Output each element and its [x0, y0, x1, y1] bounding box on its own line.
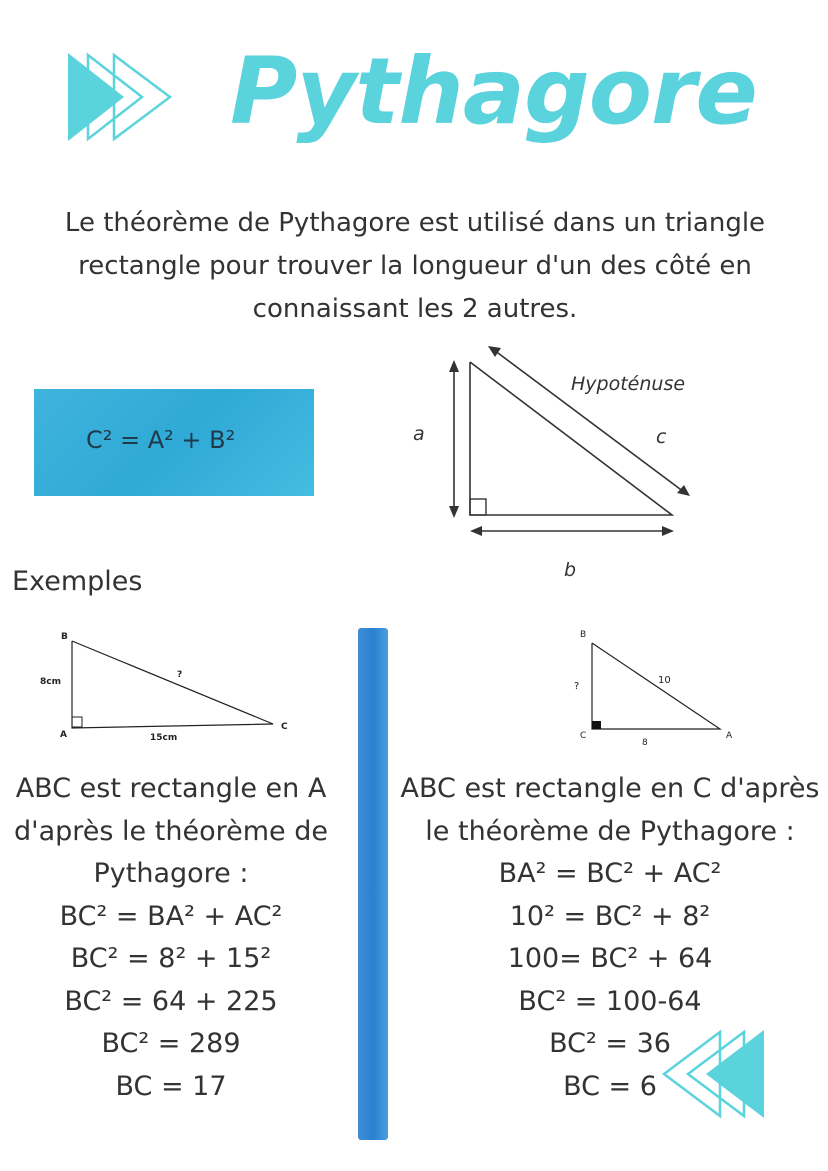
solution-line: d'après le théorème de [14, 815, 328, 847]
column-divider [358, 628, 388, 1140]
side-a-label: a [413, 423, 425, 445]
example-right-diagram [560, 625, 750, 750]
pythagoras-diagram [400, 340, 720, 590]
solution-line: BC² = 289 [101, 1028, 241, 1059]
solution-line: BC² = 100-64 [518, 985, 702, 1017]
arrows-right-icon [62, 50, 180, 145]
formula-text: C² = A² + B² [86, 426, 236, 454]
svg-text:A: A [60, 730, 67, 740]
solution-line: ABC est rectangle en C d'après [400, 773, 820, 804]
side-b-label: b [564, 559, 577, 581]
solution-line: Pythagore : [93, 858, 249, 889]
hypotenuse-label: Hypoténuse [571, 373, 686, 395]
intro-line: Le théorème de Pythagore est utilisé dans un triangle [64, 208, 766, 238]
svg-text:C: C [281, 722, 288, 732]
solution-line: le théorème de Pythagore : [425, 815, 795, 847]
intro-line: connaissant les 2 autres. [252, 294, 578, 324]
page-title: Pythagore [230, 38, 757, 145]
svg-text:15cm: 15cm [150, 733, 178, 743]
intro-paragraph [30, 202, 800, 331]
solution-line: BC² = BA² + AC² [59, 900, 283, 932]
example-left-diagram [30, 625, 300, 750]
solution-line: BC² = 64 + 225 [64, 985, 278, 1017]
solution-line: BA² = BC² + AC² [498, 858, 722, 889]
svg-text:A: A [726, 731, 733, 741]
solution-line: 10² = BC² + 8² [509, 900, 711, 932]
solution-line: BC² = 8² + 15² [70, 943, 272, 974]
svg-text:8cm: 8cm [40, 677, 61, 687]
right-angle-marker [470, 499, 486, 515]
solution-line: BC² = 36 [549, 1028, 671, 1059]
svg-text:10: 10 [658, 675, 671, 686]
solution-line: ABC est rectangle en A [15, 773, 327, 804]
svg-text:B: B [61, 632, 68, 642]
solution-line: BC = 17 [115, 1070, 227, 1102]
examples-heading: Exemples [12, 566, 143, 597]
example-left-text [0, 768, 342, 1108]
arrows-left-icon [660, 1026, 772, 1122]
svg-text:8: 8 [642, 738, 648, 748]
svg-text:C: C [580, 731, 587, 741]
side-c-label: c [656, 426, 667, 448]
solution-line: 100= BC² + 64 [507, 943, 713, 974]
svg-text:B: B [580, 630, 587, 640]
svg-text:?: ? [574, 681, 580, 692]
svg-text:?: ? [177, 670, 183, 680]
solution-line: BC = 6 [563, 1070, 657, 1102]
intro-line: rectangle pour trouver la longueur d'un des côté en [78, 251, 752, 281]
